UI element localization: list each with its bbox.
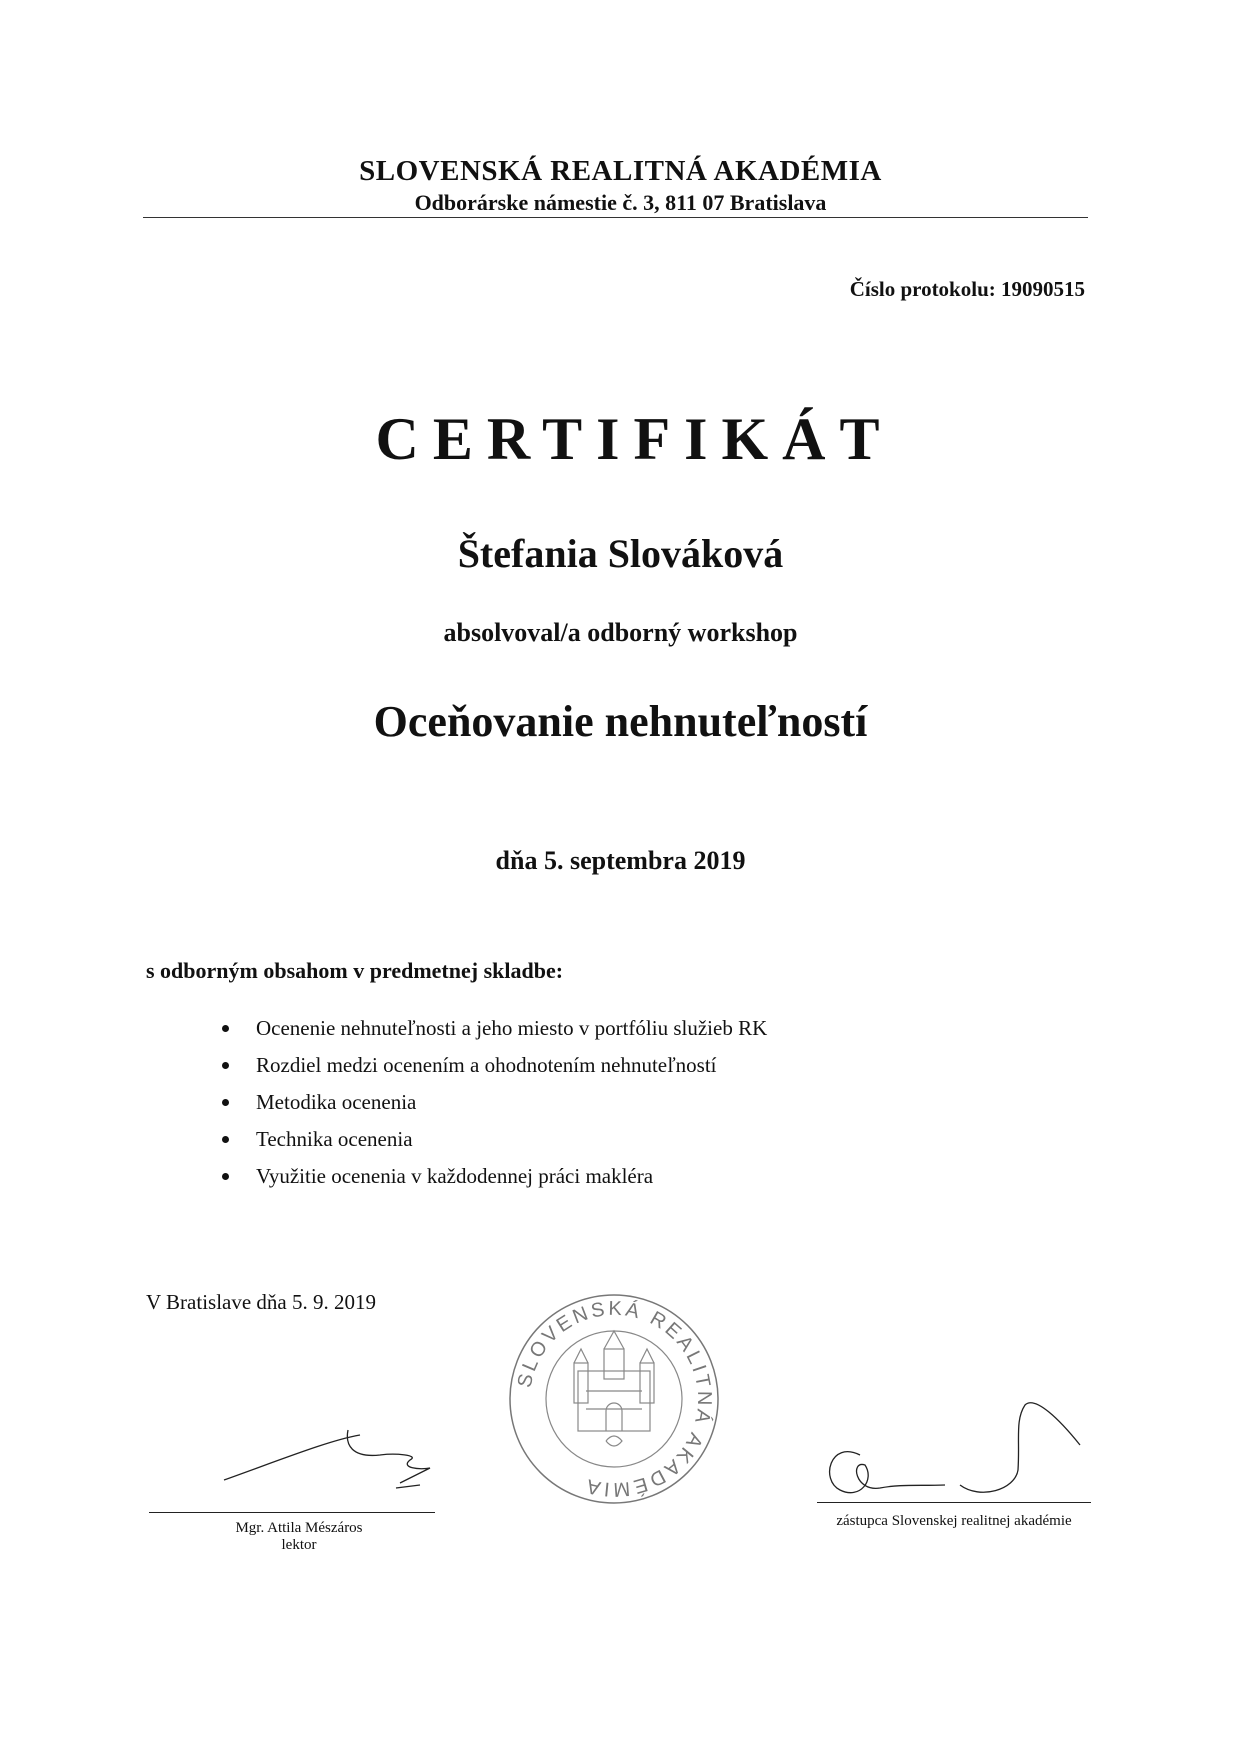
lecturer-block bbox=[149, 1520, 449, 1554]
list-item bbox=[222, 1010, 767, 1047]
representative-signature-line bbox=[817, 1502, 1091, 1503]
representative-label: zástupca Slovenskej realitnej akadémie bbox=[836, 1513, 1072, 1529]
bullet-icon bbox=[222, 1099, 229, 1106]
lecturer-name: Mgr. Attila Mészáros bbox=[235, 1520, 363, 1536]
lecturer-signature-line bbox=[149, 1512, 435, 1513]
header-divider bbox=[143, 217, 1088, 218]
organization-name: SLOVENSKÁ REALITNÁ AKADÉMIA bbox=[359, 155, 882, 187]
topic-list bbox=[222, 1010, 767, 1195]
course-date: dňa 5. septembra 2019 bbox=[495, 846, 746, 875]
content-heading: s odborným obsahom v predmetnej skladbe: bbox=[146, 958, 564, 983]
lecturer-signature-icon bbox=[224, 1430, 430, 1488]
list-item bbox=[222, 1084, 767, 1121]
topic-text: Ocenenie nehnuteľnosti a jeho miesto v portfóliu služieb RK bbox=[256, 1016, 768, 1040]
representative-signature-icon bbox=[830, 1403, 1080, 1493]
lecturer-role: lektor bbox=[281, 1537, 317, 1553]
list-item bbox=[222, 1047, 767, 1084]
place-and-date: V Bratislave dňa 5. 9. 2019 bbox=[146, 1290, 376, 1314]
topic-text: Metodika ocenenia bbox=[256, 1090, 417, 1114]
bullet-icon bbox=[222, 1062, 229, 1069]
bullet-icon bbox=[222, 1136, 229, 1143]
svg-text:SLOVENSKÁ REALITNÁ AKADÉMIA: SLOVENSKÁ REALITNÁ AKADÉMIA bbox=[513, 1297, 716, 1501]
organization-address: Odborárske námestie č. 3, 811 07 Bratislava bbox=[414, 190, 827, 215]
bullet-icon bbox=[222, 1025, 229, 1032]
topic-text: Rozdiel medzi ocenením a ohodnotením nehnuteľností bbox=[256, 1053, 717, 1077]
course-title: Oceňovanie nehnuteľností bbox=[373, 697, 868, 746]
protocol-label: Číslo protokolu: bbox=[849, 277, 996, 301]
list-item bbox=[222, 1121, 767, 1158]
list-item bbox=[222, 1158, 767, 1195]
topic-text: Technika ocenenia bbox=[256, 1127, 413, 1151]
topic-text: Využitie ocenenia v každodennej práci makléra bbox=[256, 1164, 654, 1188]
completed-text: absolvoval/a odborný workshop bbox=[443, 618, 798, 647]
protocol-value: 19090515 bbox=[1001, 277, 1085, 301]
protocol-number bbox=[850, 277, 1085, 302]
certificate-title: CERTIFIKÁT bbox=[375, 406, 894, 472]
bullet-icon bbox=[222, 1173, 229, 1180]
academy-seal-icon bbox=[506, 1291, 722, 1507]
recipient-name: Štefania Slováková bbox=[457, 531, 784, 576]
